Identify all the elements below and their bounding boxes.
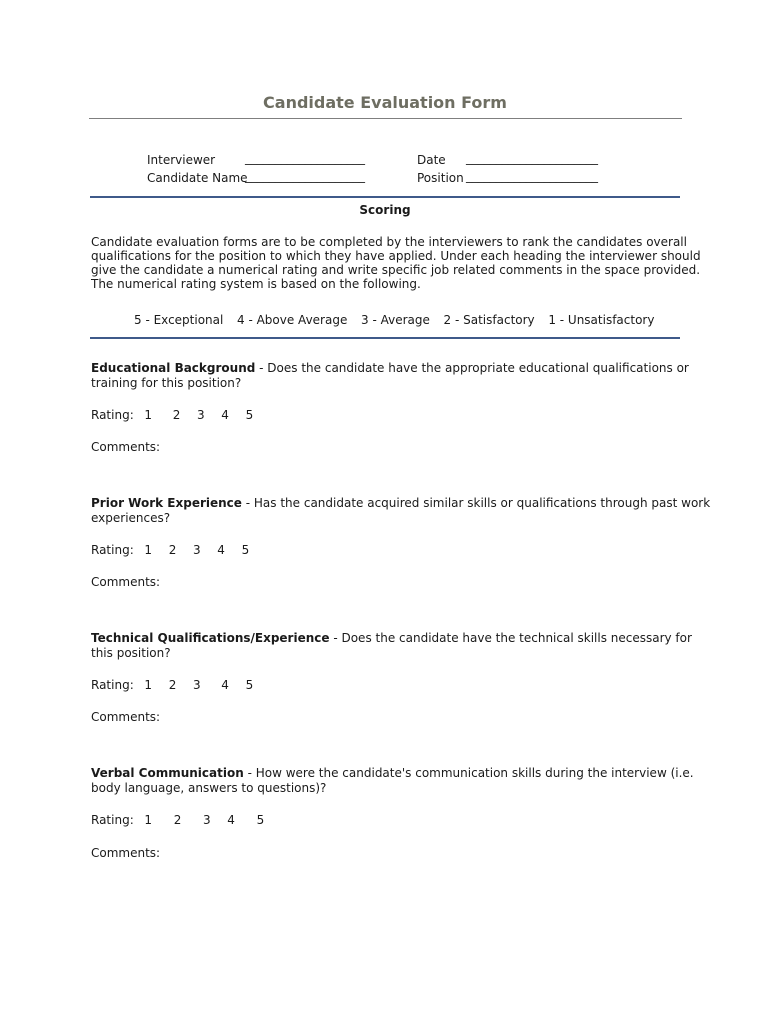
- scale-item: 2 - Satisfactory: [443, 313, 535, 327]
- candidate-name-label: Candidate Name: [147, 171, 248, 185]
- comments-label: Comments:: [91, 710, 161, 724]
- candidate-name-field[interactable]: ____________________: [245, 169, 365, 183]
- scoring-divider: [90, 337, 680, 339]
- scale-item: 3 - Average: [361, 313, 430, 327]
- rating-option[interactable]: 4: [217, 543, 225, 557]
- verbal-communication-question: [91, 766, 694, 796]
- date-field[interactable]: ______________________: [466, 151, 598, 165]
- rating-scale: [134, 313, 654, 327]
- prior-work-experience-rating: [91, 543, 249, 557]
- instructions-line: give the candidate a numerical rating and write specific job related comments in the space provided.: [91, 263, 701, 277]
- rating-option[interactable]: 3: [202, 813, 211, 827]
- scale-item: 1 - Unsatisfactory: [548, 313, 655, 327]
- date-label: Date: [417, 153, 446, 167]
- technical-qualifications-rating: [91, 678, 253, 692]
- rating-option[interactable]: 5: [245, 678, 254, 692]
- question-text: this position?: [91, 646, 171, 660]
- scale-item: 4 - Above Average: [237, 313, 348, 327]
- rating-label: Rating:: [91, 543, 134, 557]
- technical-qualifications-question: [91, 631, 691, 661]
- header-divider: [90, 196, 680, 198]
- page-title: Candidate Evaluation Form: [263, 93, 507, 112]
- rating-option[interactable]: 3: [192, 543, 201, 557]
- rating-label: Rating:: [91, 678, 134, 692]
- rating-option[interactable]: 1: [144, 408, 153, 422]
- instructions-line: The numerical rating system is based on the following.: [91, 277, 421, 291]
- instructions-line: Candidate evaluation forms are to be completed by the interviewers to rank the candidates overall: [91, 235, 687, 249]
- rating-option[interactable]: 2: [168, 678, 177, 692]
- question-text: training for this position?: [91, 376, 242, 390]
- interviewer-field[interactable]: ____________________: [245, 151, 365, 165]
- rating-option[interactable]: 2: [172, 408, 181, 422]
- rating-option[interactable]: 1: [144, 543, 153, 557]
- section-heading: Verbal Communication: [91, 766, 244, 780]
- rating-option[interactable]: 5: [241, 543, 250, 557]
- rating-option[interactable]: 3: [196, 408, 205, 422]
- rating-option[interactable]: 4: [221, 408, 229, 422]
- section-heading: Educational Background: [91, 361, 256, 375]
- position-label: Position: [417, 171, 464, 185]
- instructions-line: qualifications for the position to which they have applied. Under each heading the interviewer should: [91, 249, 701, 263]
- comments-label: Comments:: [91, 440, 161, 454]
- comments-label: Comments:: [91, 575, 161, 589]
- comments-label: Comments:: [91, 846, 161, 860]
- interviewer-label: Interviewer: [147, 153, 216, 167]
- rating-option[interactable]: 5: [245, 408, 254, 422]
- question-text: experiences?: [91, 511, 171, 525]
- educational-background-rating: [91, 408, 253, 422]
- question-text: - How were the candidate's communication skills during the interview (i.e.: [243, 766, 694, 780]
- section-heading: Technical Qualifications/Experience: [91, 631, 330, 645]
- scoring-instructions: [91, 235, 701, 291]
- question-text: - Has the candidate acquired similar skills or qualifications through past work: [241, 496, 711, 510]
- rating-option[interactable]: 4: [227, 813, 235, 827]
- verbal-communication-rating: [91, 813, 264, 827]
- title-divider: [89, 118, 682, 119]
- rating-option[interactable]: 2: [173, 813, 182, 827]
- rating-option[interactable]: 5: [256, 813, 265, 827]
- question-text: - Does the candidate have the appropriate educational qualifications or: [255, 361, 689, 375]
- rating-option[interactable]: 3: [192, 678, 201, 692]
- question-text: body language, answers to questions)?: [91, 781, 327, 795]
- question-text: - Does the candidate have the technical skills necessary for: [329, 631, 692, 645]
- section-heading: Prior Work Experience: [91, 496, 242, 510]
- rating-option[interactable]: 1: [144, 813, 153, 827]
- rating-option[interactable]: 1: [144, 678, 153, 692]
- scoring-heading: Scoring: [359, 203, 411, 217]
- rating-label: Rating:: [91, 408, 134, 422]
- position-field[interactable]: ______________________: [466, 169, 598, 183]
- prior-work-experience-question: [91, 496, 711, 526]
- educational-background-question: [91, 361, 691, 391]
- rating-option[interactable]: 2: [168, 543, 177, 557]
- rating-label: Rating:: [91, 813, 134, 827]
- scale-item: 5 - Exceptional: [134, 313, 224, 327]
- rating-option[interactable]: 4: [221, 678, 229, 692]
